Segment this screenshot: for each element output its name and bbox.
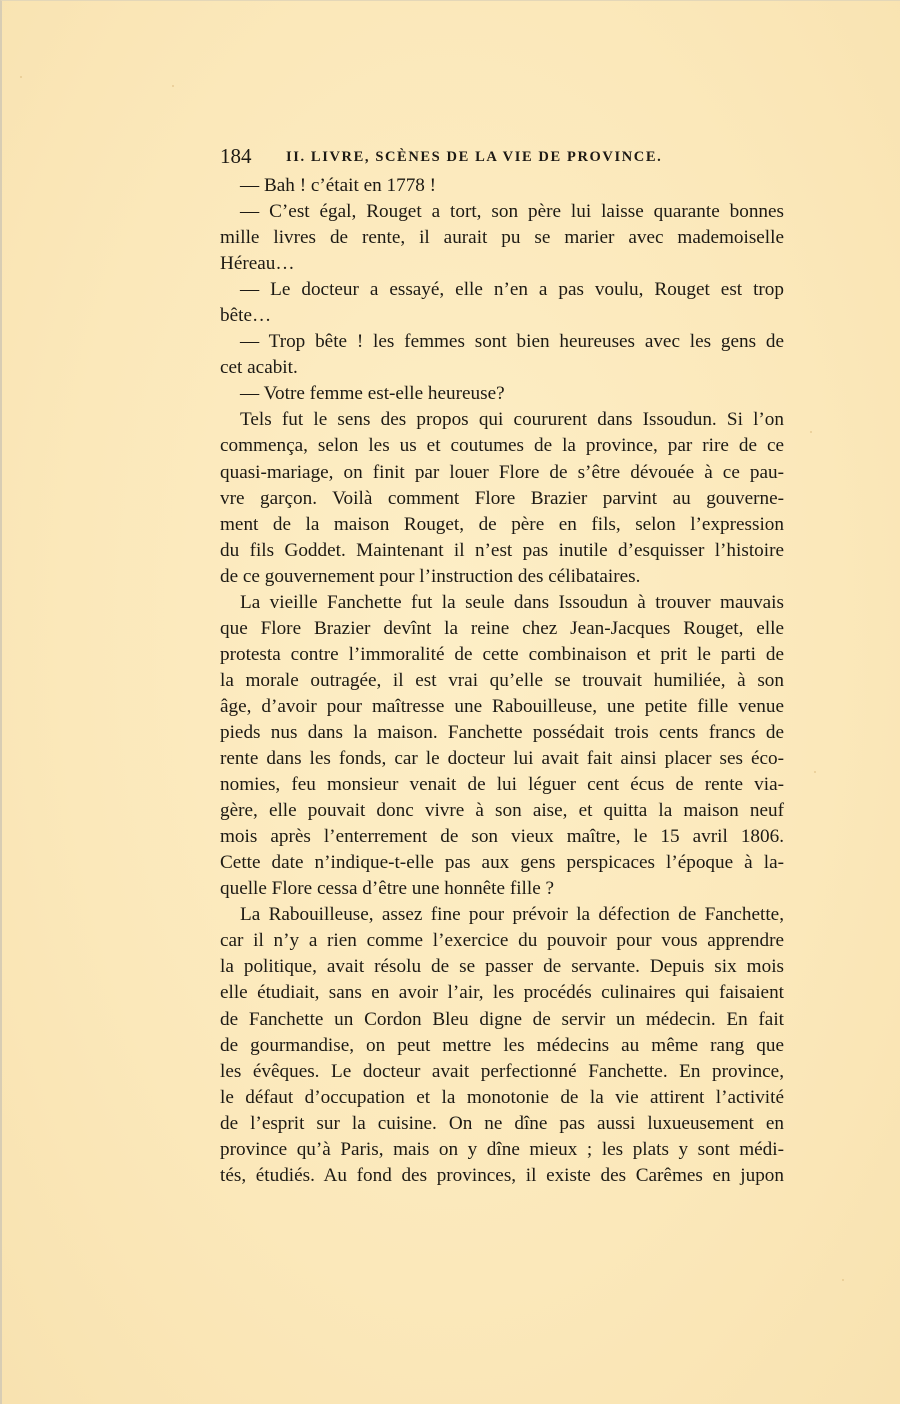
- paper-speck: [810, 431, 812, 433]
- text-line: — Le docteur a essayé, elle n’en a pas voulu, Rouget est trop: [240, 279, 784, 301]
- text-line: cet acabit.: [220, 357, 298, 379]
- text-line: elle étudiait, sans en avoir l’air, les procédés culinaires qui faisaient: [220, 982, 784, 1004]
- text-line: mois après l’enterrement de son vieux maître, le 15 avril 1806.: [220, 826, 784, 848]
- text-line: gère, elle pouvait donc vivre à son aise, et quitta la maison neuf: [220, 800, 784, 822]
- text-line: ment de la maison Rouget, de père en fils, selon l’expression: [220, 513, 784, 535]
- paper-speck: [814, 771, 816, 773]
- text-line: quasi-mariage, on finit par louer Flore de s’être dévouée à ce pau-: [220, 461, 784, 483]
- text-line: — Bah ! c’était en 1778 !: [240, 175, 437, 196]
- text-line: tés, étudiés. Au fond des provinces, il existe des Carêmes en jupon: [220, 1164, 784, 1186]
- text-line: mille livres de rente, il aurait pu se marier avec mademoiselle: [220, 227, 784, 249]
- text-line: de l’esprit sur la cuisine. On ne dîne pas aussi luxueusement en: [220, 1112, 784, 1134]
- body-text: [220, 173, 784, 1189]
- text-line: âge, d’avoir pour maîtresse une Rabouilleuse, une petite fille venue: [220, 695, 784, 717]
- text-line: la politique, avait résolu de se passer de servante. Depuis six mois: [220, 956, 784, 978]
- text-line: commença, selon les us et coutumes de la province, par rire de ce: [220, 435, 784, 457]
- text-line: le défaut d’occupation et la monotonie de la vie attirent l’activité: [220, 1086, 784, 1108]
- text-line: du fils Goddet. Maintenant il n’est pas inutile d’esquisser l’histoire: [220, 539, 784, 561]
- text-line: quelle Flore cessa d’être une honnête fille ?: [220, 878, 555, 900]
- text-line: Cette date n’indique-t-elle pas aux gens perspicaces l’époque à la-: [220, 852, 784, 874]
- text-line: Héreau…: [220, 253, 295, 275]
- text-line: bête…: [220, 305, 272, 327]
- text-line: protesta contre l’immoralité de cette combinaison et prit le parti de: [220, 643, 784, 665]
- text-line: La vieille Fanchette fut la seule dans Issoudun à trouver mauvais: [240, 591, 784, 613]
- text-line: les évêques. Le docteur avait perfectionné Fanchette. En province,: [220, 1060, 784, 1082]
- text-line: — Votre femme est-elle heureuse?: [240, 383, 505, 405]
- running-title: II. LIVRE, SCÈNES DE LA VIE DE PROVINCE.: [286, 149, 663, 165]
- text-line: province qu’à Paris, mais on y dîne mieux ; les plats y sont médi-: [220, 1138, 784, 1160]
- text-line: nomies, feu monsieur venait de lui léguer cent écus de rente via-: [220, 774, 784, 796]
- paper-speck: [20, 76, 22, 78]
- text-line: car il n’y a rien comme l’exercice du pouvoir pour vous apprendre: [220, 930, 784, 952]
- page-number: 184: [220, 144, 252, 168]
- text-line: Tels fut le sens des propos qui coururent dans Issoudun. Si l’on: [240, 409, 784, 431]
- text-line: de Fanchette un Cordon Bleu digne de servir un médecin. En fait: [220, 1008, 784, 1030]
- text-line: la morale outragée, il est vrai qu’elle se trouvait humiliée, à son: [220, 669, 784, 691]
- text-line: — Trop bête ! les femmes sont bien heureuses avec les gens de: [240, 331, 784, 353]
- text-line: pieds nus dans la maison. Fanchette possédait trois cents francs de: [220, 721, 784, 743]
- text-line: de gourmandise, on peut mettre les médecins au même rang que: [220, 1034, 784, 1056]
- paper-speck: [842, 1279, 844, 1281]
- text-line: — C’est égal, Rouget a tort, son père lui laisse quarante bonnes: [240, 201, 784, 223]
- text-line: de ce gouvernement pour l’instruction des célibataires.: [220, 565, 641, 587]
- text-line: que Flore Brazier devînt la reine chez Jean-Jacques Rouget, elle: [220, 617, 784, 639]
- paper-speck: [172, 85, 174, 87]
- text-line: rente dans les fonds, car le docteur lui avait fait ainsi placer ses éco-: [220, 748, 784, 770]
- text-line: vre garçon. Voilà comment Flore Brazier parvint au gouverne-: [220, 487, 784, 509]
- text-line: La Rabouilleuse, assez fine pour prévoir la défection de Fanchette,: [240, 904, 784, 926]
- running-header: [220, 144, 786, 169]
